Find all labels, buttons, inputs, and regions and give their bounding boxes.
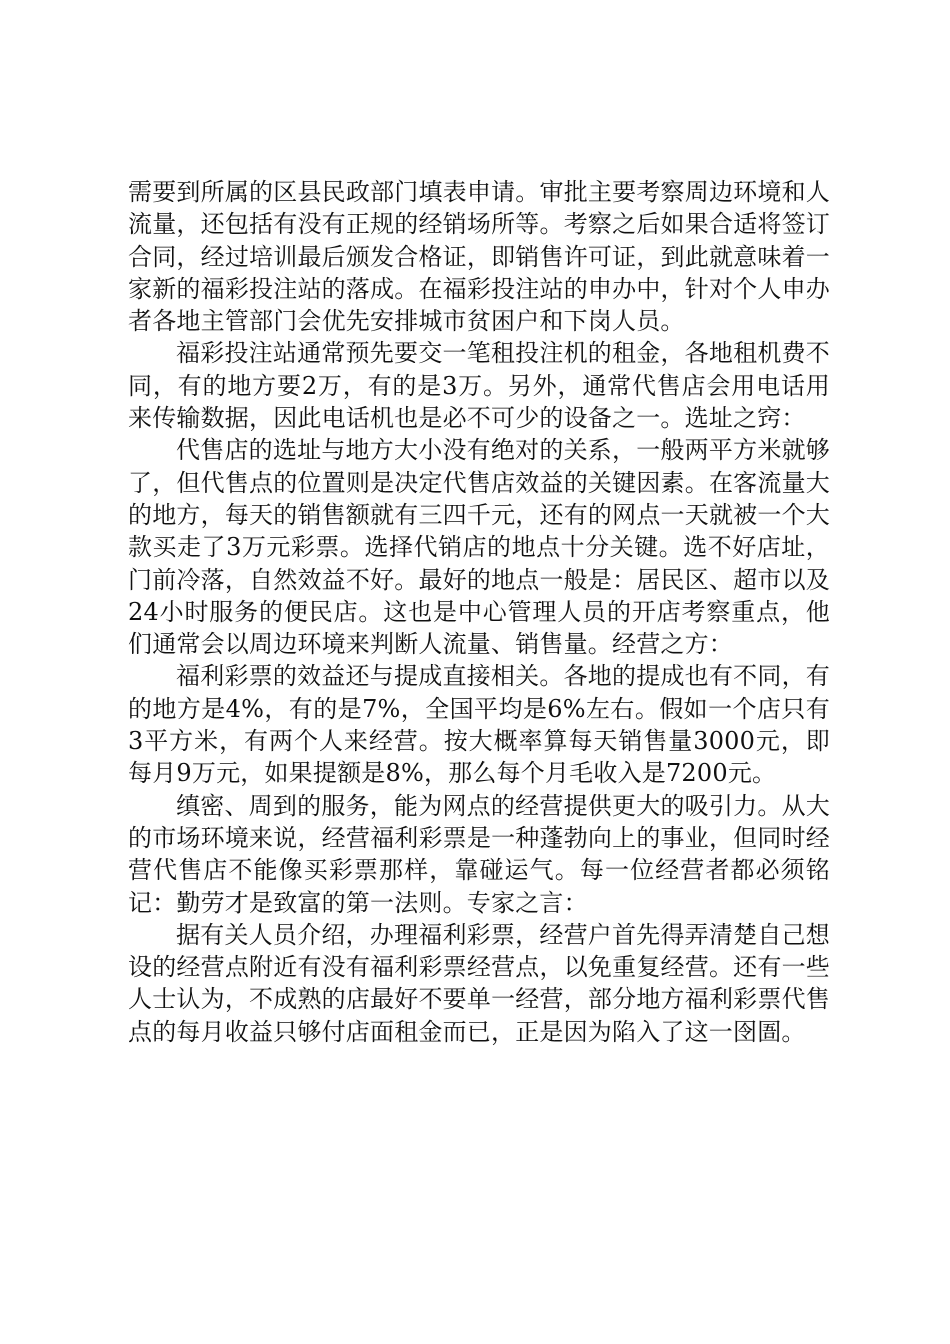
paragraph-expert-advice: 据有关人员介绍，办理福利彩票，经营户首先得弄清楚自己想设的经营点附近有没有福利彩票经营点，以免重复经营。还有一些人士认为，不成熟的店最好不要单一经营，部分地方福利彩票代售点的每月收益只够付店面租金而已，正是因为陷入了这一囹圄。 (128, 920, 830, 1046)
document-body (128, 176, 830, 1048)
paragraph-service: 缜密、周到的服务，能为网点的经营提供更大的吸引力。从大的市场环境来说，经营福利彩票是一种蓬勃向上的事业，但同时经营代售店不能像买彩票那样，靠碰运气。每一位经营者都必须铭记：勤劳才是致富的第一法则。专家之言： (128, 791, 830, 917)
paragraph-rental-fee: 福彩投注站通常预先要交一笔租投注机的租金，各地租机费不同，有的地方要2万，有的是3万。另外，通常代售店会用电话用来传输数据，因此电话机也是必不可少的设备之一。选址之窍： (128, 339, 830, 433)
paragraph-application-process: 需要到所属的区县民政部门填表申请。审批主要考察周边环境和人流量，还包括有没有正规的经销场所等。考察之后如果合适将签订合同，经过培训最后颁发合格证，即销售许可证，到此就意味着一家新的福彩投注站的落成。在福彩投注站的申办中，针对个人申办者各地主管部门会优先安排城市贫困户和下岗人员。 (128, 178, 830, 336)
paragraph-commission: 福利彩票的效益还与提成直接相关。各地的提成也有不同，有的地方是4%，有的是7%，全国平均是6%左右。假如一个店只有3平方米，有两个人来经营。按大概率算每天销售量3000元，即每月9万元，如果提额是8%，那么每个月毛收入是7200元。 (128, 662, 830, 788)
paragraph-site-selection: 代售店的选址与地方大小没有绝对的关系，一般两平方米就够了，但代售点的位置则是决定代售店效益的关键因素。在客流量大的地方，每天的销售额就有三四千元，还有的网点一天就被一个大款买走了3万元彩票。选择代销店的地点十分关键。选不好店址，门前冷落，自然效益不好。最好的地点一般是：居民区、超市以及24小时服务的便民店。这也是中心管理人员的开店考察重点，他们通常会以周边环境来判断人流量、销售量。经营之方： (128, 436, 830, 659)
